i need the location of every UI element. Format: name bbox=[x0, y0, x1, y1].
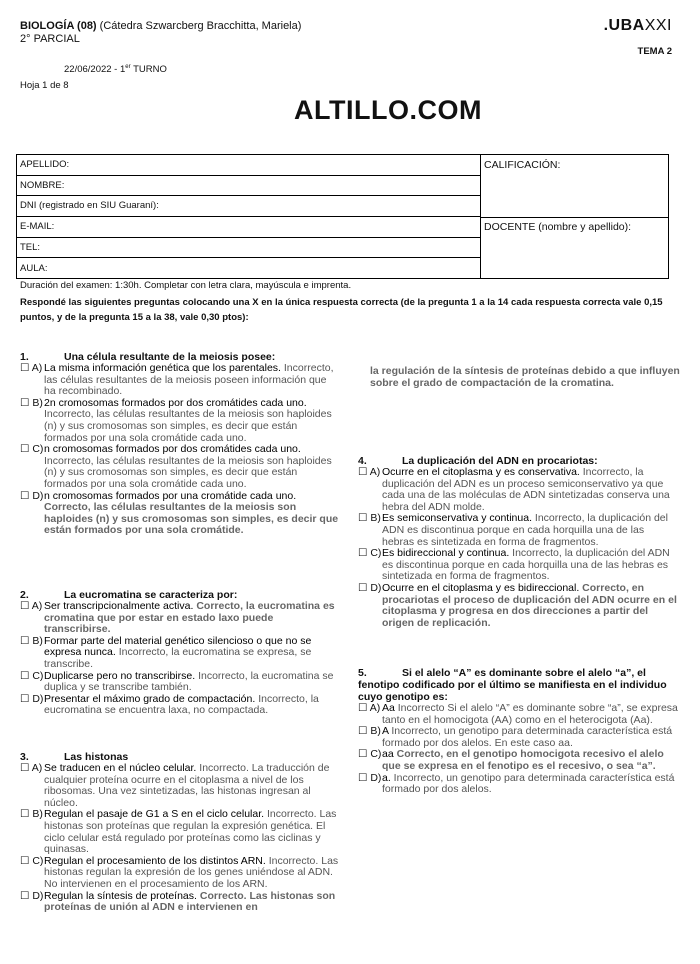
apellido-field[interactable]: APELLIDO: bbox=[17, 155, 480, 176]
answer-option[interactable] bbox=[358, 773, 678, 796]
checkbox-label[interactable]: ☐ A) bbox=[20, 362, 43, 374]
sheet-number: Hoja 1 de 8 bbox=[20, 80, 69, 91]
option-feedback: Incorrecto, las células resultantes de la meiosis son haploides (n) y sus cromosomas son simples, es decir que están formados por una sola cromátide cada uno. bbox=[44, 408, 332, 444]
option-feedback: Incorrecto, un genotipo para determinada característica está formado por dos alelos. En este caso aa. bbox=[382, 725, 673, 749]
checkbox-label[interactable]: ☐ A) bbox=[358, 702, 381, 714]
email-field[interactable]: E-MAIL: bbox=[17, 217, 480, 238]
tema-label: TEMA 2 bbox=[637, 46, 672, 57]
answer-option[interactable] bbox=[20, 398, 340, 444]
option-text: A bbox=[382, 725, 389, 738]
option-feedback: Correcto. Las histonas son proteínas de unión al ADN e intervienen en bbox=[44, 889, 336, 914]
answer-option[interactable] bbox=[20, 891, 340, 914]
option-feedback: Incorrecto, un genotipo para determinada característica está formado por dos alelos. bbox=[382, 771, 675, 796]
option-feedback: Incorrecto, las células resultantes de la meiosis son haploides (n) y sus cromosomas son simples, es decir que están formados por una sola cromátide cada uno. bbox=[44, 454, 332, 490]
nombre-field[interactable]: NOMBRE: bbox=[17, 176, 480, 197]
dni-field[interactable]: DNI (registrado en SIU Guaraní): bbox=[17, 196, 480, 217]
checkbox-label[interactable]: ☐ C) bbox=[20, 443, 44, 456]
answer-option[interactable] bbox=[358, 749, 678, 772]
checkbox-label[interactable]: ☐ D) bbox=[20, 489, 44, 502]
checkbox-label[interactable]: ☐ B) bbox=[358, 725, 381, 738]
option-feedback: Incorrecto, la eucromatina se duplica y se transcribe también. bbox=[44, 669, 334, 694]
option-text: n cromosomas formados por dos cromátides cada uno. bbox=[44, 443, 301, 456]
option-feedback: Incorrecto. Las histonas son proteínas que regulan la expresión genética. El ciclo celular está regulado por proteínas como las ciclinas y quinasas. bbox=[44, 808, 337, 856]
option-feedback: Incorrecto, la duplicación del ADN es discontinua porque en cada horquilla una de las hebras es sintetizada en forma de fragmentos. bbox=[382, 547, 670, 583]
instructions: Respondé las siguientes preguntas colocando una X en la única respuesta correcta (de la pregunta 1 a la 14 cada respuesta correcta vale 0,15 puntos, y de la pregunta 15 a la 38, vale 0,30 ptos): bbox=[20, 297, 663, 323]
answer-option[interactable] bbox=[20, 363, 340, 398]
option-text: Es bidireccional y continua. bbox=[382, 547, 510, 560]
docente-field[interactable]: DOCENTE (nombre y apellido): bbox=[484, 221, 632, 233]
student-info-form bbox=[16, 154, 669, 279]
question-number: 2. bbox=[20, 589, 29, 601]
option-feedback: Incorrecto, la eucromatina se encuentra laxa, no compactada. bbox=[44, 692, 319, 717]
answer-option[interactable] bbox=[358, 467, 678, 513]
option-text: Regulan el pasaje de G1 a S en el ciclo celular. bbox=[44, 808, 265, 821]
option-feedback: Incorrecto, la eucromatina se expresa, se transcribe. bbox=[44, 646, 312, 670]
checkbox-label[interactable]: ☐ D) bbox=[20, 889, 44, 902]
course-code: BIOLOGÍA (08) bbox=[20, 20, 97, 32]
question-number: 3. bbox=[20, 751, 29, 763]
answer-option[interactable] bbox=[20, 763, 340, 809]
answer-option[interactable] bbox=[358, 726, 678, 749]
option-feedback: Correcto, en procariotas el proceso de duplicación del ADN ocurre en el citoplasma y progresa en dos direcciones a partir del origen de replicación. bbox=[382, 581, 677, 629]
option-text: Presentar el máximo grado de compactación. bbox=[44, 692, 256, 705]
aula-field[interactable]: AULA: bbox=[20, 262, 48, 274]
answer-option[interactable] bbox=[358, 703, 678, 726]
question-text: La duplicación del ADN en procariotas: bbox=[402, 455, 598, 467]
answer-option[interactable] bbox=[20, 694, 340, 717]
option-feedback: Incorrecto, la duplicación del ADN es un proceso semiconservativo ya que cada una de las moléculas de ADN sintetizadas conserva una hebra del ADN molde. bbox=[382, 466, 670, 513]
checkbox-label[interactable]: ☐ C) bbox=[20, 669, 44, 682]
question-3-continuation: la regulación de la síntesis de proteínas debido a que influyen sobre el grado de compactación de la cromatina. bbox=[370, 365, 680, 389]
option-text: 2n cromosomas formados por dos cromátides cada uno. bbox=[44, 396, 307, 409]
checkbox-label[interactable]: ☐ B) bbox=[20, 634, 43, 647]
option-text: Duplicarse pero no transcribirse. bbox=[44, 669, 196, 682]
answer-option[interactable] bbox=[20, 809, 340, 855]
checkbox-label[interactable]: ☐ D) bbox=[358, 581, 382, 594]
question-4 bbox=[358, 455, 678, 629]
uba-logo: .UBAXXI bbox=[603, 17, 672, 34]
question-1 bbox=[20, 351, 340, 537]
option-text: Aa bbox=[382, 702, 395, 714]
answer-option[interactable] bbox=[358, 548, 678, 583]
answer-option[interactable] bbox=[20, 856, 340, 891]
question-text: Una célula resultante de la meiosis posee: bbox=[64, 351, 276, 363]
course-chair: (Cátedra Szwarcberg Bracchitta, Mariela) bbox=[99, 20, 302, 32]
form-divider-h bbox=[480, 217, 668, 218]
checkbox-label[interactable]: ☐ C) bbox=[20, 854, 44, 867]
course-header bbox=[20, 20, 301, 46]
watermark-title: ALTILLO.COM bbox=[294, 95, 482, 125]
checkbox-label[interactable]: ☐ A) bbox=[358, 466, 381, 478]
checkbox-label[interactable]: ☐ C) bbox=[358, 547, 382, 560]
option-text: aa bbox=[382, 748, 394, 761]
exam-name: 2° PARCIAL bbox=[20, 33, 80, 45]
question-number: 4. bbox=[358, 455, 367, 467]
option-text: Ser transcripcionalmente activa. bbox=[44, 600, 194, 612]
checkbox-label[interactable]: ☐ D) bbox=[20, 692, 44, 705]
option-text: n cromosomas formados por una cromátide cada uno. bbox=[44, 489, 297, 502]
option-text: Es semiconservativa y continua. bbox=[382, 512, 532, 525]
answer-option[interactable] bbox=[20, 636, 340, 671]
checkbox-label[interactable]: ☐ C) bbox=[358, 748, 382, 761]
option-feedback: Correcto, las células resultantes de la meiosis son haploides (n) y sus cromosomas son simples, es decir que están formados por una sola cromátide. bbox=[44, 501, 339, 537]
option-text: a. bbox=[382, 771, 391, 784]
option-feedback: Correcto, en el genotipo homocigota recesivo el alelo que se expresa en el fenotipo es el recesivo, o sea “a”. bbox=[382, 748, 664, 772]
checkbox-label[interactable]: ☐ D) bbox=[358, 771, 382, 784]
checkbox-label[interactable]: ☐ A) bbox=[20, 762, 43, 774]
answer-option[interactable] bbox=[20, 671, 340, 694]
question-2 bbox=[20, 589, 340, 717]
option-feedback: Incorrecto Si el alelo “A” es dominante sobre “a”, se expresa tanto en el homocigota (AA) como en el heterocigota (Aa). bbox=[382, 702, 678, 726]
option-text: Se traducen en el núcleo celular. bbox=[44, 762, 197, 774]
answer-option[interactable] bbox=[20, 601, 340, 636]
tel-field[interactable]: TEL: bbox=[17, 238, 480, 259]
question-text: La eucromatina se caracteriza por: bbox=[64, 589, 238, 601]
option-feedback: Incorrecto, la duplicación del ADN es discontinua porque en cada horquilla una de las hebras es sintetizada en forma de fragmentos. bbox=[382, 512, 668, 548]
option-text: Ocurre en el citoplasma y es bidireccional. bbox=[382, 581, 580, 594]
question-3 bbox=[20, 751, 340, 914]
checkbox-label[interactable]: ☐ B) bbox=[20, 396, 43, 409]
question-text: Si el alelo “A” es dominante sobre el alelo “a”, el fenotipo codificado por el último se manifiesta en el individuo cuyo genotipo es: bbox=[358, 667, 667, 703]
option-feedback: Correcto, la eucromatina es cromatina que por estar en estado laxo puede transcribirse. bbox=[44, 600, 335, 636]
question-5 bbox=[358, 667, 678, 796]
exam-date: 22/06/2022 - 1er TURNO bbox=[64, 64, 167, 76]
question-number: 1. bbox=[20, 351, 29, 363]
question-title bbox=[358, 667, 678, 703]
option-text: Ocurre en el citoplasma y es conservativa. bbox=[382, 466, 580, 478]
checkbox-label[interactable]: ☐ A) bbox=[20, 600, 43, 612]
calificacion-field[interactable]: CALIFICACIÓN: bbox=[484, 159, 561, 171]
answer-option[interactable] bbox=[20, 491, 340, 537]
option-feedback: Incorrecto. La traducción de cualquier proteína ocurre en el citoplasma a nivel de los ribosomas. Una vez sintetizadas, las histonas ingresan al núcleo. bbox=[44, 762, 330, 809]
option-text: La misma información genética que los parentales. bbox=[44, 362, 281, 374]
answer-option[interactable] bbox=[20, 444, 340, 490]
option-text: Formar parte del material genético silencioso o que no se expresa nunca. bbox=[44, 634, 312, 659]
answer-option[interactable] bbox=[358, 583, 678, 629]
answer-option[interactable] bbox=[358, 513, 678, 548]
exam-duration: Duración del examen: 1:30h. Completar con letra clara, mayúscula e imprenta. bbox=[20, 280, 352, 291]
option-text: Regulan la síntesis de proteínas. bbox=[44, 889, 197, 902]
question-text: Las histonas bbox=[64, 751, 129, 763]
option-feedback: Incorrecto, las células resultantes de la meiosis poseen información que ha recombinado. bbox=[44, 362, 334, 398]
checkbox-label[interactable]: ☐ B) bbox=[20, 808, 43, 821]
option-text: Regulan el procesamiento de los distintos ARN. bbox=[44, 854, 266, 867]
question-number: 5. bbox=[358, 667, 367, 679]
checkbox-label[interactable]: ☐ B) bbox=[358, 512, 381, 525]
option-feedback: Incorrecto. Las histonas regulan la expresión de los genes uniéndose al ADN. No intervienen en el procesamiento de los ARN. bbox=[44, 854, 339, 890]
